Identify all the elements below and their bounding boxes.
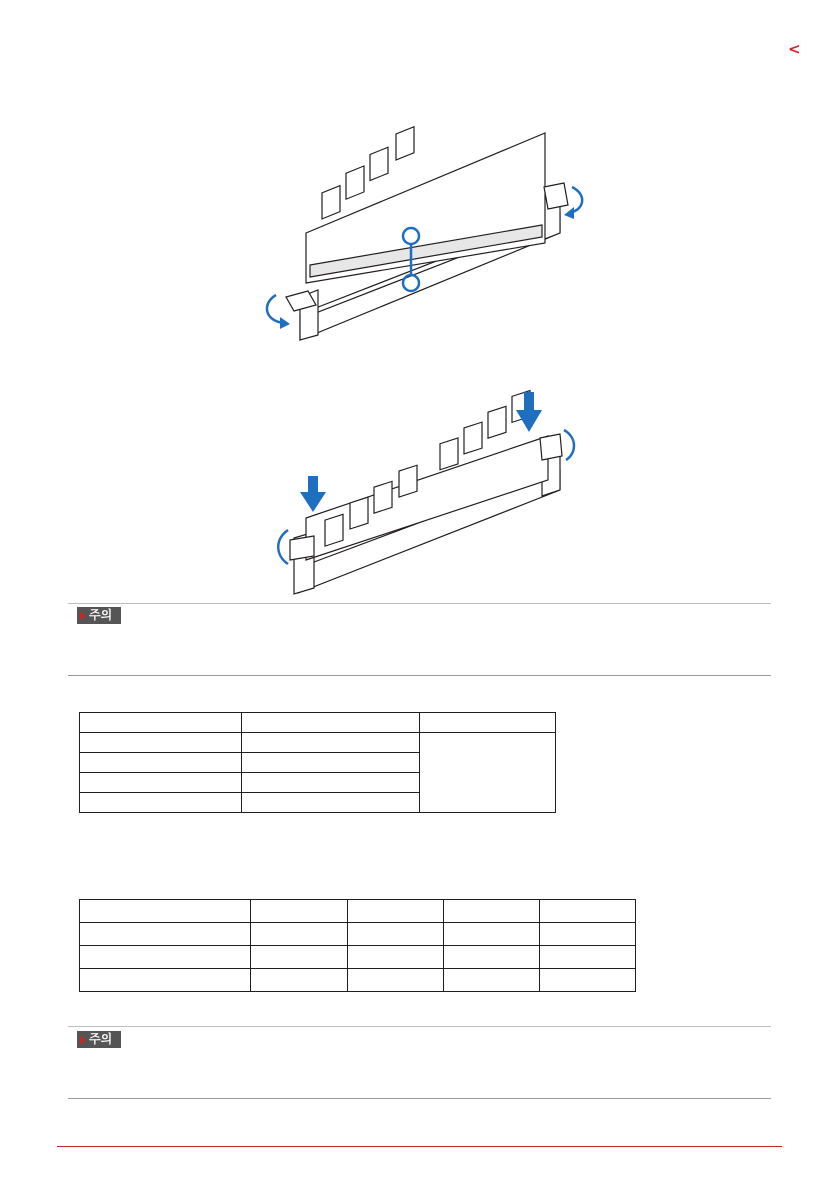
note-top-rule (68, 1026, 771, 1027)
table-cell (242, 713, 420, 733)
table-cell (540, 900, 636, 923)
table-cell (242, 753, 420, 773)
table-cell (420, 713, 556, 733)
table-cell (444, 969, 540, 992)
table-row (80, 900, 636, 923)
table-cell (444, 900, 540, 923)
table-row (80, 969, 636, 992)
dimm-insert-illustration (270, 388, 590, 598)
table-cell (80, 753, 242, 773)
table-cell (251, 946, 348, 969)
page-marker: < (788, 40, 801, 58)
table-cell (348, 969, 444, 992)
table-cell (242, 733, 420, 753)
table-cell (251, 969, 348, 992)
table-cell (80, 923, 251, 946)
table-cell (444, 946, 540, 969)
memory-table-2 (79, 899, 636, 992)
caution-label: 주의 (89, 1032, 113, 1046)
badge-arrow-icon (80, 1036, 86, 1044)
table-cell (251, 923, 348, 946)
table-cell (80, 733, 242, 753)
table-cell (80, 713, 242, 733)
table-cell (540, 923, 636, 946)
table-cell (420, 733, 556, 813)
table-row (80, 713, 556, 733)
dimm-align-illustration (250, 125, 590, 350)
table-row (80, 923, 636, 946)
badge-arrow-icon (80, 612, 86, 620)
note-bottom-rule (68, 675, 771, 676)
footer-rule (57, 1146, 782, 1147)
memory-table-1 (79, 712, 556, 813)
table-cell (348, 946, 444, 969)
table-cell (540, 946, 636, 969)
table-cell (80, 946, 251, 969)
table-row (80, 946, 636, 969)
table-cell (444, 923, 540, 946)
note-bottom-rule (68, 1098, 771, 1099)
left-clip (290, 536, 314, 560)
table-cell (348, 923, 444, 946)
table-cell (80, 793, 242, 813)
table-cell (540, 969, 636, 992)
table-cell (251, 900, 348, 923)
table-cell (80, 900, 251, 923)
caution-label: 주의 (89, 608, 113, 622)
right-clip (540, 434, 562, 460)
caution-badge (77, 1031, 121, 1048)
table-cell (348, 900, 444, 923)
table-cell (80, 773, 242, 793)
right-clip (544, 183, 568, 209)
table-cell (80, 969, 251, 992)
table-cell (242, 773, 420, 793)
memory-module (306, 125, 545, 283)
note-top-rule (68, 603, 771, 604)
table-row (80, 733, 556, 753)
table-cell (242, 793, 420, 813)
caution-badge (77, 607, 121, 624)
